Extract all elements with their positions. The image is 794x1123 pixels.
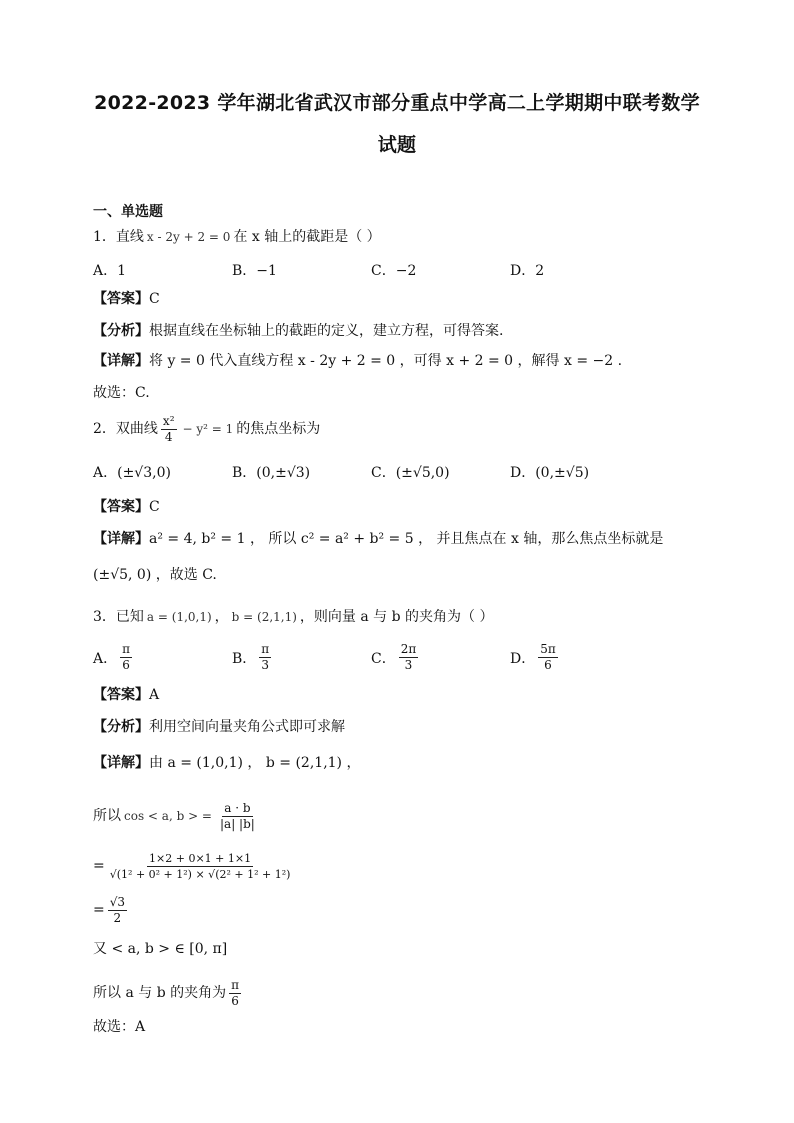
q3-option-b-num: π: [261, 642, 270, 656]
q1-answer-label: 【答案】: [93, 291, 149, 307]
q3-analysis-text: 利用空间向量夹角公式即可求解: [149, 719, 345, 735]
q2-option-b: B．(0,±√3): [232, 465, 311, 481]
q3-step2: [93, 848, 295, 884]
q1-stem: [93, 228, 381, 246]
q3-suffix: ，则向量 a 与 b 的夹角为（ ）: [299, 609, 494, 625]
q1-analysis-label: 【分析】: [93, 323, 149, 339]
q3-b-vector: b = (2,1,1): [231, 610, 297, 624]
q3-option-c-frac: [399, 642, 419, 673]
q3-option-a-frac: [120, 642, 132, 673]
q3-option-d-frac: [538, 642, 558, 673]
q2-option-a: A．(±√3,0): [93, 465, 171, 481]
q3-step1-num: a · b: [224, 800, 251, 815]
q1-option-a: A．1: [93, 263, 127, 279]
q1-detail: [93, 352, 622, 370]
q3-sep: ，: [214, 609, 229, 625]
q1-answer-value: C: [149, 291, 160, 307]
q3-option-a-label: A．: [93, 650, 118, 667]
q3-analysis-label: 【分析】: [93, 719, 149, 735]
q2-fraction: [161, 414, 177, 445]
q2-detail-line1: a² = 4, b² = 1 ， 所以 c² = a² + b² = 5 ， 并且焦点在 x 轴，那么焦点坐标就是: [149, 531, 664, 547]
q3-analysis: [93, 718, 345, 736]
section-heading: 一、单选题: [93, 204, 163, 220]
q3-step1-lhs: cos < a, b > =: [124, 809, 212, 823]
q3-step1: [93, 796, 260, 836]
q1-analysis: [93, 322, 503, 340]
q1-prefix: 1．直线: [93, 229, 144, 245]
q3-range: 又 < a, b > ∈ [0, π]: [93, 941, 228, 957]
q3-option-c-den: 3: [404, 658, 413, 672]
q3-step3-den: 2: [113, 910, 122, 925]
doc-title-line1: 2022-2023 学年湖北省武汉市部分重点中学高二上学期期中联考数学: [94, 92, 700, 114]
q3-prefix: 3．已知: [93, 609, 144, 625]
q3-step3-frac: [108, 895, 127, 926]
q1-answer: [93, 290, 160, 308]
q3-step3-eq: =: [93, 902, 105, 918]
q3-option-c: [371, 642, 421, 673]
q3-option-b-label: B．: [232, 650, 257, 667]
q3-option-b-den: 3: [261, 658, 270, 672]
q3-step1-den: |a| |b|: [220, 816, 255, 831]
q2-prefix: 2．双曲线: [93, 421, 158, 437]
q3-step1-frac: [218, 801, 257, 832]
q3-conclusion: [93, 976, 244, 1010]
q2-detail-line2: (±√5, 0) ，故选 C.: [93, 567, 217, 583]
q3-option-a-num: π: [122, 642, 131, 656]
q3-concl-num: π: [231, 977, 239, 992]
q1-analysis-text: 根据直线在坐标轴上的截距的定义，建立方程，可得答案.: [149, 323, 504, 339]
q3-option-d-den: 6: [544, 658, 552, 672]
q1-formula: x - 2y + 2 = 0: [146, 230, 231, 244]
q1-detail-label: 【详解】: [93, 353, 149, 369]
q3-answer-value: A: [149, 687, 160, 703]
q2-frac-den: 4: [164, 429, 173, 444]
q2-option-d: D．(0,±√5): [510, 465, 590, 481]
doc-title-line2: 试题: [377, 134, 417, 156]
q3-answer: [93, 686, 159, 704]
q3-stem: [93, 608, 493, 626]
q1-choice: 故选：C.: [93, 385, 150, 401]
q1-option-d: D．2: [510, 263, 545, 279]
q2-answer-label: 【答案】: [93, 499, 149, 515]
q3-step3-num: √3: [109, 894, 126, 909]
q3-step2-num: 1×2 + 0×1 + 1×1: [149, 851, 252, 865]
q3-a-vector: a = (1,0,1): [146, 610, 212, 624]
q3-option-b: [232, 642, 274, 673]
q3-step2-den: √(1² + 0² + 1²) × √(2² + 1² + 1²): [109, 867, 291, 881]
q3-option-d-label: D．: [510, 650, 536, 667]
q3-option-d: [510, 642, 561, 673]
q3-option-a: [93, 642, 135, 673]
q3-detail-label: 【详解】: [93, 755, 149, 771]
q3-detail-text: 由 a = (1,0,1) ， b = (2,1,1) ，: [149, 755, 361, 771]
q3-option-c-num: 2π: [400, 642, 417, 656]
q2-answer-value: C: [149, 499, 160, 515]
q3-detail: [93, 754, 360, 772]
q2-suffix: 的焦点坐标为: [236, 421, 321, 437]
q3-step2-eq: =: [93, 858, 105, 874]
q3-option-c-label: C．: [371, 650, 396, 667]
q1-detail-text: 将 y = 0 代入直线方程 x - 2y + 2 = 0 ，可得 x + 2 = 0 ，解得 x = −2 .: [149, 353, 623, 369]
q2-detail-label: 【详解】: [93, 531, 149, 547]
q3-step3: [93, 892, 130, 928]
q2-answer: [93, 498, 160, 516]
q2-stem: [93, 414, 320, 444]
q1-option-b: B．−1: [232, 263, 277, 279]
q2-formula-tail: − y² = 1: [182, 422, 234, 436]
q3-step1-prefix: 所以: [93, 808, 121, 824]
q1-option-c: C．−2: [371, 263, 417, 279]
q3-option-b-frac: [259, 642, 271, 673]
q3-step2-frac: [108, 851, 293, 882]
q2-detail: [93, 530, 663, 548]
q3-concl-den: 6: [231, 993, 239, 1008]
q3-option-d-num: 5π: [540, 642, 556, 656]
q2-option-c: C．(±√5,0): [371, 465, 450, 481]
q2-frac-num: x²: [162, 413, 175, 428]
q3-choice: 故选：A: [93, 1019, 146, 1035]
q1-suffix: 在 x 轴上的截距是（ ）: [233, 229, 381, 245]
q3-concl-prefix: 所以 a 与 b 的夹角为: [93, 985, 227, 1001]
q3-concl-frac: [229, 978, 241, 1009]
q3-answer-label: 【答案】: [93, 687, 149, 703]
q3-option-a-den: 6: [122, 658, 130, 672]
